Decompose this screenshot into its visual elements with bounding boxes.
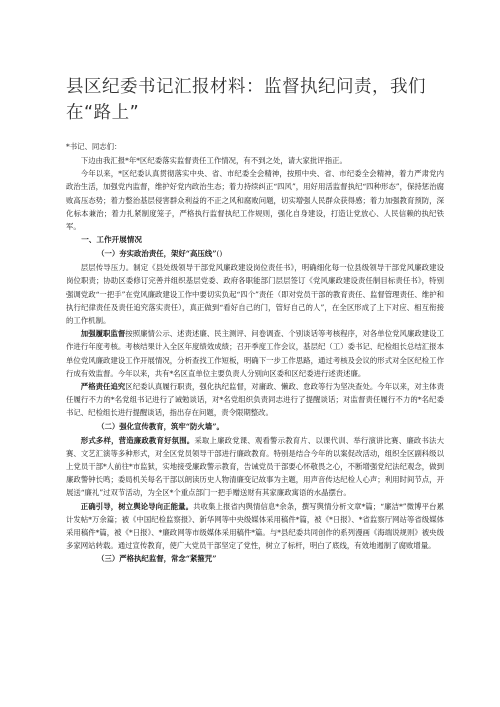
body-paragraph xyxy=(66,380,444,420)
intro-paragraph: 今年以来，*区纪委认真贯彻落实中央、省、市纪委全会精神，按照中央、省、市纪委全会精神，着力严肃党内政治生活，加强党内监督，维护好党内政治生态；着力持续纠正“四风”，用好用活监督执纪“四种形态”，保持惩治腐败高压态势；着力整治基层侵害群众利益的不正之风和腐败问题，切实增强人民群众获得感；着力加强教育预防，深化标本兼治；着力扎紧制度笼子，严格执行监督执纪工作规则，强化自身建设，打造让党放心、人民信赖的执纪铁军。 xyxy=(66,169,444,232)
paragraph-text: 共收集上报省内舆情信息*余条，撰写舆情分析文章*篇；“廉洁*”微博平台累计发帖*万余篇；被《中国纪检监察报》、新华网等中央级媒体采用稿件*篇，被《*日报》、*省监察厅网站等省级媒体采用稿件*篇，被《*日报》、*廉政网等市级媒体采用稿件*篇。与*县纪委共同创作的系列漫画《海端说规则》被央级多家网站转载。通过宣传教育，使广大党员干部坚定了党性，树立了标杆，明白了底线，有效地遏制了腐败增量。 xyxy=(66,501,444,551)
body-paragraph: 层层传导压力。制定《县处级领导干部党风廉政建设岗位责任书》，明确细化每一位县级领导干部党风廉政建设岗位职责；协助区委修订完善并组织基层党委、政府各职能部门层层签订《党风廉政建设责任制目标责任书》，特别强调党政“一把手”在党风廉政建设工作中要切实负起“四个”责任（即对党员干部的教育责任、监督管理责任、维护和执行纪律责任及责任追究落实责任），真正做到“看好自己的门，管好自己的人”，在全区形成了上下对应、相互衔接的工作机制。 xyxy=(66,263,444,326)
paragraph-lead: 严格责任追究 xyxy=(80,382,126,392)
paragraph-text: 采取上廉政党课、观看警示教育片、以课代训、举行演讲比赛、廉政书法大赛、文艺汇演等多种形式，对全区党员领导干部进行廉政教育。特别是结合今年的以案促改活动，组织全区副科级以上党员干部*人前往*市监狱，实地接受廉政警示教育，告诫党员干部要心怀敬畏之心，不断增强党纪法纪观念，做到廉政警钟长鸣；委局机关每名干部以朗读历史人物清廉变记故事为主题，用声音传达纪检人心声；利用时间节点，开展送“廉礼”过双节活动，为全区*个重点部门一把手赠送财有其家廉政寓语的水晶摆台。 xyxy=(66,435,444,498)
subsection-heading: （三）严格执纪监督，常念“紧箍咒” xyxy=(97,554,217,564)
subsection-suffix: () xyxy=(216,249,223,259)
section-heading: 一、工作开展情况 xyxy=(81,235,142,245)
body-paragraph xyxy=(66,500,444,553)
subsection-heading xyxy=(66,247,444,261)
subsection-heading: （二）强化宣传教育，筑牢“防火墙”。 xyxy=(97,421,224,431)
document-title: 县区纪委书记汇报材料：监督执纪问责，我们在“路上” xyxy=(66,77,426,123)
paragraph-lead: 正确引导，树立舆论导向正能量。 xyxy=(80,501,194,511)
body-paragraph xyxy=(66,327,444,380)
paragraph-text: 区纪委认真履行职责，强化执纪监督，对庸政、懒政、怠政等行为坚决查处。今年以来，对主体责任履行不力的*名党组书记进行了诫勉谈话，对*名党组织负责同志进行了提醒谈话；对监督责任履行不力的*名纪委书记、纪检组长进行提醒谈话，指出存在问题，责令限期整改。 xyxy=(66,382,444,418)
salutation: *书记、同志们： xyxy=(66,142,122,151)
paragraph-text: 按照廉情公示、述责述廉、民主测评、问卷调查、个别谈话等考核程序，对各单位党风廉政建设工作进行年度考核。考核结果计入全区年度绩效成绩；召开季度工作会议，基层纪（工）委书记、纪检组长总结汇报本单位党风廉政建设工作开展情况，分析查找工作短板，明确下一步工作思路，通过考核及会议的形式对全区纪检工作行成有效监督。今年以来，共有*名区直单位主要负责人分别向区委和区纪委进行述责述廉。 xyxy=(66,329,444,378)
paragraph-lead: 加强履职监督 xyxy=(80,329,126,339)
intro-paragraph: 下边由我汇报*年*区纪委落实监督责任工作情况，有不到之处，请大家批评指正。 xyxy=(80,156,347,165)
paragraph-lead: 形式多样，营造廉政教育好氛围。 xyxy=(80,435,195,445)
body-paragraph xyxy=(66,434,444,500)
subsection-heading-text: （一）夯实政治责任，架好“高压线” xyxy=(97,249,217,259)
